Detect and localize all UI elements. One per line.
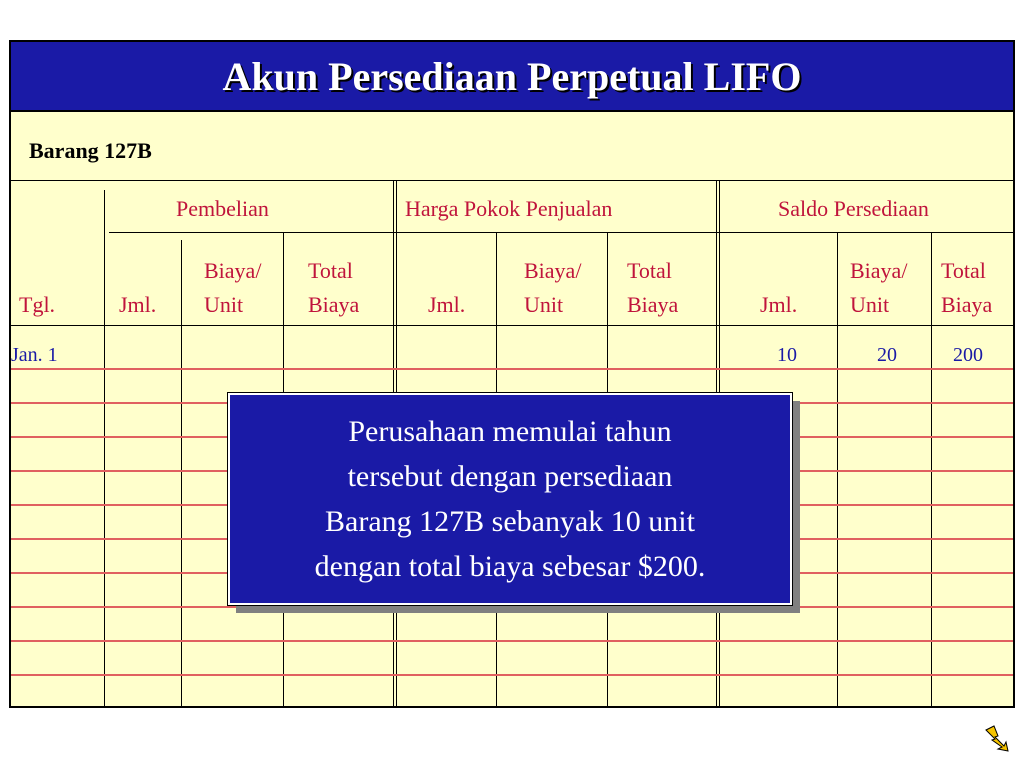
row-date: Jan. 1 <box>11 344 58 366</box>
ledger-rule <box>11 674 1013 676</box>
col-heading-line: Biaya <box>941 292 993 317</box>
explanation-callout <box>228 393 792 605</box>
col-heading-line: Biaya <box>627 292 679 317</box>
group-heading-purchases: Pembelian <box>176 196 269 221</box>
callout-line: Perusahaan memulai tahun <box>348 415 672 448</box>
callout-line: dengan total biaya sebesar $200. <box>314 550 706 583</box>
header-bottom-rule <box>11 325 1013 326</box>
lightning-bolt-icon[interactable] <box>982 724 1010 752</box>
col-heading-line: Biaya <box>308 292 360 317</box>
col-heading-line: Total <box>941 258 986 283</box>
callout-line: Barang 127B sebanyak 10 unit <box>325 505 695 538</box>
col-heading-cogs-total <box>627 254 678 322</box>
col-heading-cogs-unit <box>524 254 581 322</box>
col-heading-line: Unit <box>850 292 890 317</box>
callout-line: tersebut dengan persediaan <box>347 460 673 493</box>
col-heading-purchase-total <box>308 254 359 322</box>
col-heading-line: Total <box>627 258 672 283</box>
col-heading-purchase-unit <box>204 254 261 322</box>
col-divider <box>104 190 105 708</box>
ledger-rule <box>11 606 1013 608</box>
col-heading-line: Biaya/ <box>204 258 262 283</box>
col-heading-line: Unit <box>524 292 564 317</box>
ledger-sheet <box>9 40 1015 708</box>
col-heading-date: Tgl. <box>19 292 56 317</box>
col-divider <box>181 240 182 708</box>
row-balance-qty: 10 <box>777 344 797 366</box>
col-heading-cogs-qty: Jml. <box>428 292 466 317</box>
ledger-rule <box>11 368 1013 370</box>
row-balance-unit: 20 <box>877 344 897 366</box>
col-heading-purchase-qty: Jml. <box>119 292 157 317</box>
col-heading-line: Biaya/ <box>850 258 908 283</box>
ledger-rule <box>11 640 1013 642</box>
header-top-rule <box>11 180 1013 181</box>
col-heading-line: Total <box>308 258 353 283</box>
col-heading-line: Unit <box>204 292 244 317</box>
col-heading-balance-total <box>941 254 992 322</box>
callout-text <box>305 409 716 589</box>
row-balance-total: 200 <box>953 344 983 366</box>
col-heading-line: Biaya/ <box>524 258 582 283</box>
group-heading-balance: Saldo Persediaan <box>778 196 929 221</box>
group-heading-cogs: Harga Pokok Penjualan <box>405 196 613 221</box>
group-underline <box>109 232 1013 233</box>
page-title: Akun Persediaan Perpetual LIFO <box>222 53 802 99</box>
title-bar <box>11 42 1013 112</box>
col-heading-balance-qty: Jml. <box>760 292 798 317</box>
col-heading-balance-unit <box>850 254 907 322</box>
item-label: Barang 127B <box>29 138 152 163</box>
